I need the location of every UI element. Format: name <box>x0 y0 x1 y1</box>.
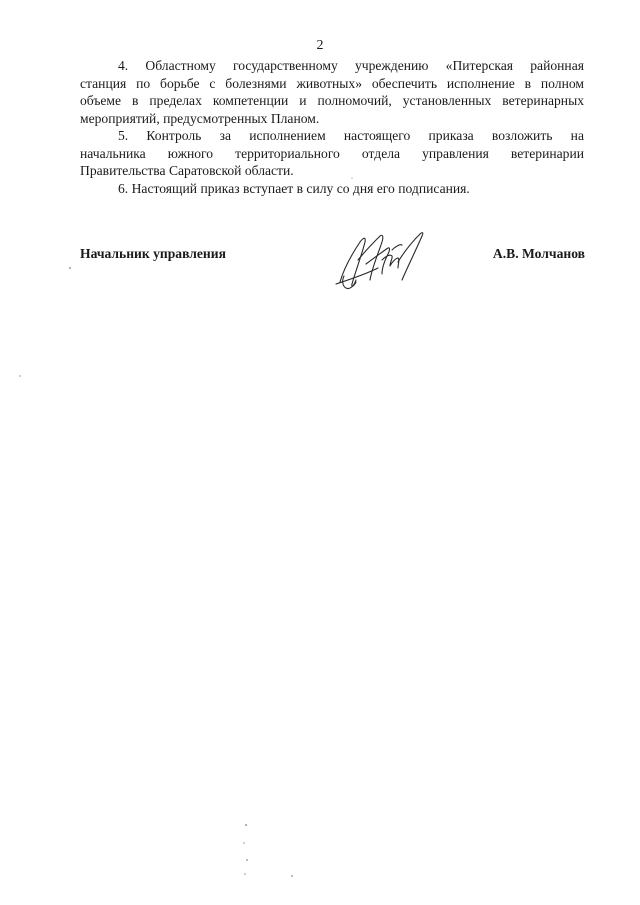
document-body <box>80 57 584 197</box>
paragraph-line: Правительства Саратовской области. <box>80 163 294 178</box>
paragraph-line: 4. Областному государственному учреждению «Питерская районная <box>118 58 584 73</box>
paragraph-5 <box>80 127 584 180</box>
paragraph-line: начальника южного территориального отдела управления ветеринарии <box>80 145 584 161</box>
paragraph-6 <box>80 180 584 198</box>
paragraph-line: 6. Настоящий приказ вступает в силу со дня его подписания. <box>118 180 470 196</box>
paragraph-line: объеме в пределах компетенции и полномочий, установленных ветеринарных <box>80 93 584 108</box>
paragraph-line: 5. Контроль за исполнением настоящего приказа возложить на <box>118 128 584 143</box>
signatory-name: А.В. Молчанов <box>492 246 585 261</box>
paragraph-line: станция по борьбе с болезнями животных» обеспечить исполнение в полном <box>80 75 584 91</box>
paragraph-4 <box>80 57 584 127</box>
handwritten-signature <box>330 220 440 295</box>
paragraph-line: мероприятий, предусмотренных Планом. <box>80 110 320 126</box>
page-number: 2 <box>316 38 324 53</box>
signatory-position: Начальник управления <box>80 246 226 261</box>
